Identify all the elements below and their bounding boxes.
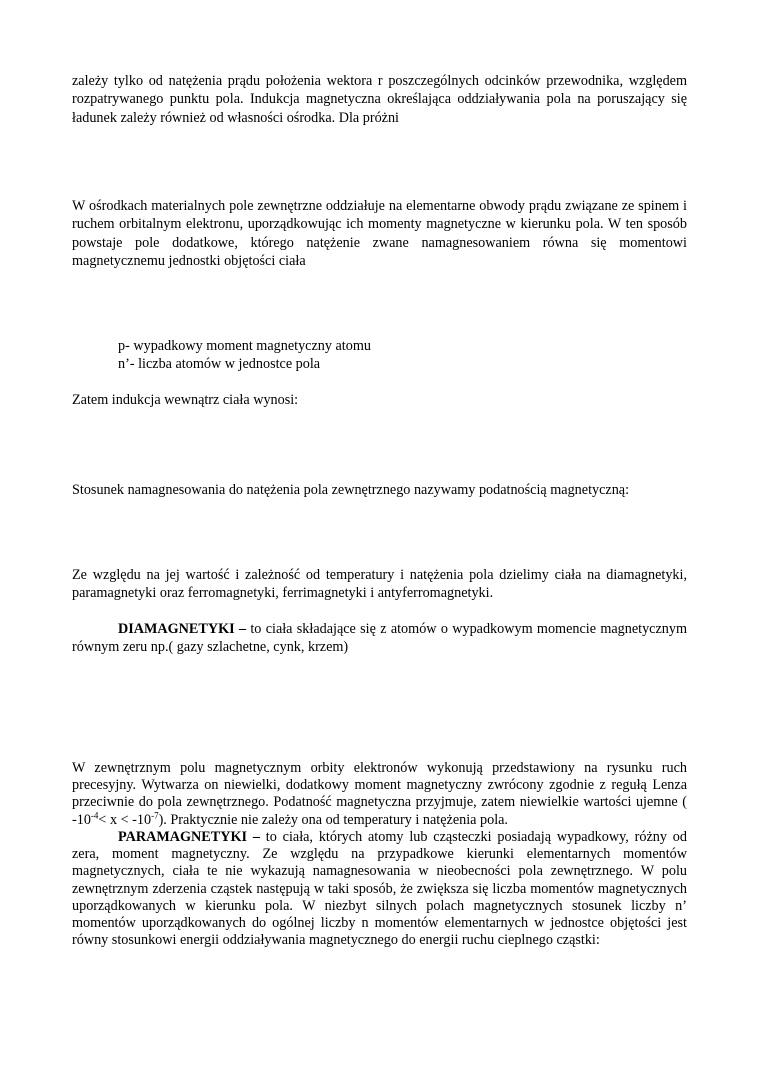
precession-text-a: W zewnętrznym polu magnetycznym orbity elektronów wykonują przedstawiony na rysunku ruch precesyjny. Wytwarza on niewielki, dodatkowy moment magnetyczny zwrócony zgodnie z regułą Lenza przeciwnie do pola zewnętrznego. Podatność magnetyczna przyjmuje, zatem niewielkie wartości ujemne ( -10 <box>72 760 687 828</box>
term-diamagnetics: DIAMAGNETYKI – <box>118 621 247 637</box>
paramagnetics-text: to ciała, których atomy lub cząsteczki posiadają wypadkowy, różny od zera, moment magnetyczny. Ze względu na przypadkowe kierunki elementarnych momentów magnetycznych, ciała te nie wykazują namagnesowania w nieobecności pola zewnętrznego. W polu zewnętrznym zderzenia cząstek następują w taki sposób, że zwiększa się liczba momentów magnetycznych uporządkowanych w kierunku pola. W niezbyt silnych polach magnetycznych stosunek liczby n’ momentów uporządkowanych do ogólnej liczby n momentów elementarnych w jednostce objętości jest równy stosunkowi energii oddziaływania magnetycznego do energii ruchu cieplnego cząstki: <box>72 829 687 949</box>
legend-atom-count: n’- liczba atomów w jednostce pola <box>118 356 321 372</box>
paragraph-precession <box>72 760 687 829</box>
precession-text-b: < x < -10 <box>98 811 152 828</box>
paragraph-intro: zależy tylko od natężenia prądu położenia wektora r poszczególnych odcinków przewodnika, względem rozpatrywanego punktu pola. Indukcja magnetyczna określająca oddziaływania pola na poruszający się ładunek zależy również od własności ośrodka. Dla próżni <box>72 73 687 126</box>
paragraph-diamagnetics <box>72 620 687 657</box>
legend-moment: p- wypadkowy moment magnetyczny atomu <box>118 338 371 354</box>
exponent-1: -4 <box>90 809 99 820</box>
precession-text-c: ). Praktycznie nie zależy ona od temperatury i natężenia pola. <box>158 811 508 828</box>
paragraph-induction: Zatem indukcja wewnątrz ciała wynosi: <box>72 392 299 408</box>
paragraph-susceptibility: Stosunek namagnesowania do natężenia pola zewnętrznego nazywamy podatnością magnetyczną: <box>72 482 630 498</box>
exponent-2: -7 <box>151 809 159 820</box>
paragraph-magnetization: W ośrodkach materialnych pole zewnętrzne oddziałuje na elementarne obwody prądu związane ze spinem i ruchem orbitalnym elektronu, uporządkowując ich momenty magnetyczne w kierunku pola. W ten sposób powstaje pole dodatkowe, którego natężenie zwane namagnesowaniem równa się momentowi magnetycznemu jednostki objętości ciała <box>72 198 687 270</box>
paragraph-paramagnetics <box>72 829 687 949</box>
term-paramagnetics: PARAMAGNETYKI – <box>118 829 260 845</box>
paragraph-classification: Ze względu na jej wartość i zależność od temperatury i natężenia pola dzielimy ciała na diamagnetyki, paramagnetyki oraz ferromagnetyki, ferrimagnetyki i antyferromagnetyki. <box>72 567 687 602</box>
diamagnetics-text: to ciała składające się z atomów o wypadkowym momencie magnetycznym równym zeru np.( gazy szlachetne, cynk, krzem) <box>72 621 687 656</box>
